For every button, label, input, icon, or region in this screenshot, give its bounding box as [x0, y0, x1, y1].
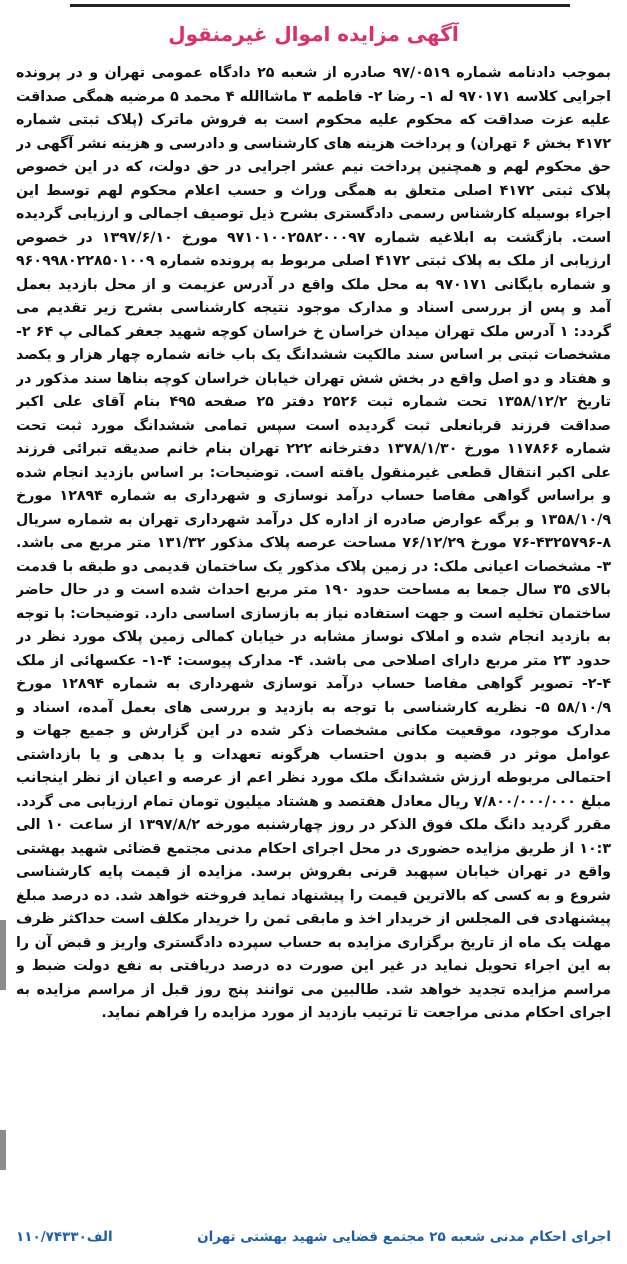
top-divider: [70, 4, 570, 7]
notice-footer: [16, 1224, 611, 1250]
scan-edge-mark: [0, 1130, 6, 1170]
notice-code: ۱۱۰/۷۴۳۳۰الف: [16, 1229, 113, 1245]
notice-body: بموجب دادنامه شماره ۹۷/۰۵۱۹ صادره از شعبه ۲۵ دادگاه عمومی تهران و در پرونده اجرایی کلاسه ۹۷۰۱۷۱ له ۱- رضا ۲- فاطمه ۳ ماشاالله ۴ محمد ۵ مرضیه همگی صداقت علیه عزت صداقت که محکوم علیه محکوم است به فروش ماترک (پلاک ثبتی شماره ۴۱۷۲ بخش ۶ تهران) و پرداخت هزینه های کارشناسی و دادرسی و هزینه نشر آگهی در حق محکوم لهم و همچنین پرداخت نیم عشر اجرایی در حق دولت، که در این خصوص پلاک ثبتی ۴۱۷۲ اصلی متعلق به همگی وراث و حسب اعلام محکوم لهم توسط این اجراء بوسیله کارشناس رسمی دادگستری بشرح ذیل توصیف اجمالی و ارزیابی گردیده است. بازگشت به ابلاغیه شماره ۹۷۱۰۱۰۰۲۵۸۲۰۰۰۹۷ مورخ ۱۳۹۷/۶/۱۰ در خصوص ارزیابی از ملک به پلاک ثبتی ۴۱۷۲ اصلی مربوط به پرونده شماره ۹۶۰۹۹۸۰۲۲۸۵۰۱۰۰۹ و شماره بایگانی ۹۷۰۱۷۱ به محل ملک واقع در آدرس عزیمت و از محل بازدید بعمل آمد و پس از بررسی اسناد و مدارک موجود نتیجه کارشناسی بشرح زیر تقدیم می گردد: ۱ آدرس ملک تهران میدان خراسان خ خراسان کوچه شهید جعفر کمالی پ ۶۴ ۲- مشخصات ثبتی بر اساس سند مالکیت ششدانگ یک باب خانه شماره چهار هزار و یکصد و هفتاد و دو اصل واقع در بخش شش تهران خیابان خراسان کوچه بناها سند مذکور در تاریخ ۱۳۵۸/۱۲/۲ تحت شماره ثبت ۲۵۲۶ دفتر ۲۵ صفحه ۴۹۵ بنام آقای علی اکبر صداقت فرزند قربانعلی ثبت گردیده است سپس تمامی ششدانگ مورد ثبت تحت شماره ۱۱۷۸۶۶ مورخ ۱۳۷۸/۱/۳۰ دفترخانه ۲۲۲ تهران بنام خانم صدیقه تبرائی فرزند علی اکبر انتقال قطعی غیرمنقول یافته است. توضیحات: بر اساس بازدید انجام شده و براساس گواهی مفاصا حساب درآمد نوسازی و شهرداری به شماره ۱۲۸۹۴ مورخ ۱۳۵۸/۱۰/۹ و برگه عوارض صادره از اداره کل درآمد شهرداری تهران به شماره سریال ۸-۴۳۲۵۷۹۶-۷۶ مورخ ۷۶/۱۲/۲۹ مساحت عرصه پلاک مذکور ۱۳۱/۳۲ متر مربع می باشد. ۳- مشخصات اعیانی ملک: در زمین پلاک مذکور یک ساختمان قدیمی دو طبقه با قدمت بالای ۳۵ سال جمعا به مساحت حدود ۱۹۰ متر مربع احداث شده است و در حال حاضر ساختمان تخلیه است و جهت استفاده نیاز به بازسازی اساسی دارد. توضیحات: با توجه به بازدید انجام شده و املاک نوساز مشابه در خیابان کمالی زمین پلاک مورد نظر در حدود ۲۳ متر مربع دارای اصلاحی می باشد. ۴- مدارک پیوست: ۴-۱- عکسهائی از ملک ۴-۲- تصویر گواهی مفاصا حساب درآمد نوسازی شهرداری به شماره ۱۲۸۹۴ مورخ ۵۸/۱۰/۹ ۵- نظریه کارشناسی با توجه به بازدید و بررسی های بعمل آمده، اسناد و مدارک موجود، موقعیت مکانی مشخصات ذکر شده در این گزارش و جمیع جهات و عوامل موثر در قضیه و بدون احتساب هرگونه تعهدات و یا بدهی و یا بازداشتی احتمالی مربوطه ارزش ششدانگ ملک مورد نظر اعم از عرصه و اعیان از نظر اینجانب مبلغ ۷/۸۰۰/۰۰۰/۰۰۰ ریال معادل هفتصد و هشتاد میلیون تومان تمام ارزیابی می گردد. مقرر گردید دانگ ملک فوق الذکر در روز چهارشنبه مورخه ۱۳۹۷/۸/۲ از ساعت ۱۰ الی ۱۰:۳ از طریق مزایده حضوری در محل اجرای احکام مدنی مجتمع قضائی شهید بهشتی واقع در تهران خیابان سپهبد قرنی بفروش برسد. مزایده از قیمت پایه کارشناسی شروع و به کسی که بالاترین قیمت را پیشنهاد نماید فروخته خواهد شد. ده درصد مبلغ پیشنهادی فی المجلس از خریدار اخذ و مابقی ثمن را خریدار مکلف است حداکثر ظرف مهلت یک ماه از تاریخ برگزاری مزایده به حساب سپرده دادگستری واریز و قبض آن را به این اجراء تحویل نماید در غیر این صورت ده درصد دریافتی به نفع دولت ضبط و مراسم مزایده تجدید خواهد شد. طالبین می توانند پنج روز قبل از مراسم مزایده به اجرای احکام مدنی مراجعت تا ترتیب بازدید از مورد مزایده را فراهم نماید.: [16, 65, 611, 1021]
scan-edge-mark: [0, 920, 6, 990]
issuing-authority: اجرای احکام مدنی شعبه ۲۵ مجتمع قضایی شهید بهشتی تهران: [197, 1229, 611, 1245]
notice-title: آگهی مزایده اموال غیرمنقول: [168, 22, 459, 46]
